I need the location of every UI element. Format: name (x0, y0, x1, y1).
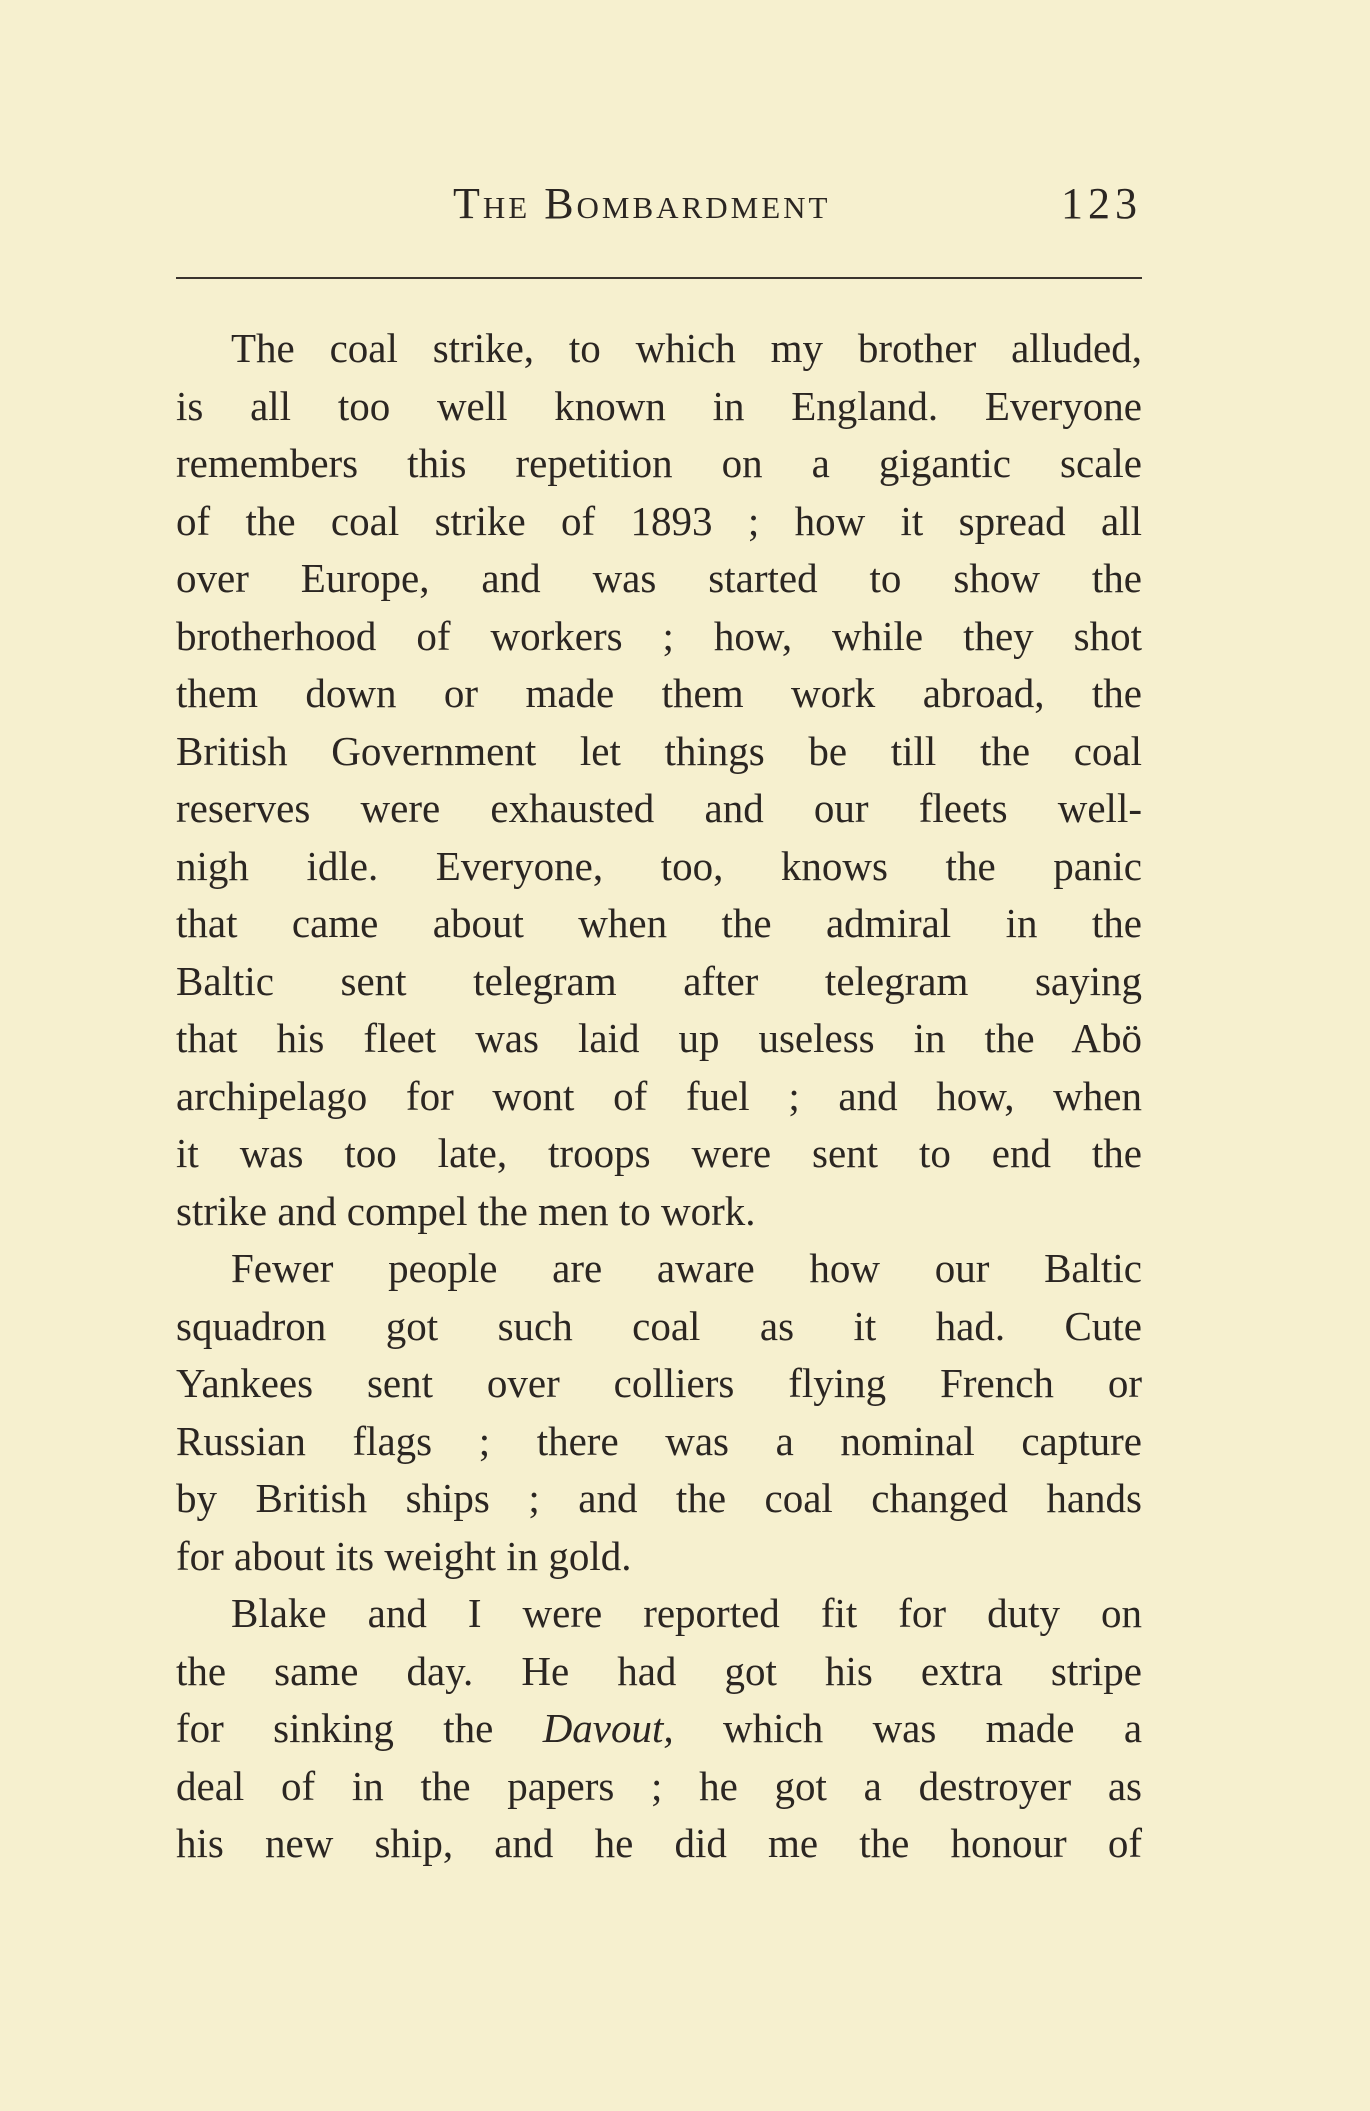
text-line: The coal strike, to which my brother alluded, (231, 325, 1142, 371)
text-line: Blake and I were reported fit for duty on (231, 1590, 1142, 1636)
text-line: by British ships ; and the coal changed hands (176, 1475, 1142, 1521)
text-line: is all too well known in England. Everyone (176, 382, 1142, 429)
text-line: British Government let things be till the coal (176, 727, 1142, 774)
body-text (176, 320, 1142, 1873)
page-number: 123 (1061, 179, 1142, 228)
text-line: it was too late, troops were sent to end the (176, 1130, 1142, 1176)
text-line: deal of in the papers ; he got a destroyer as (176, 1762, 1142, 1809)
text-line-with-italic (176, 1700, 1142, 1758)
running-title: The Bombardment (453, 179, 831, 228)
text-line: Baltic sent telegram after telegram saying (176, 957, 1142, 1004)
text-line: archipelago for wont of fuel ; and how, when (176, 1072, 1142, 1119)
text-line: of the coal strike of 1893 ; how it spread all (176, 497, 1142, 544)
text-line: Fewer people are aware how our Baltic (231, 1245, 1142, 1291)
text-segment: for sinking the (176, 1705, 494, 1751)
text-line: over Europe, and was started to show the (176, 555, 1142, 601)
text-line: them down or made them work abroad, the (176, 670, 1142, 716)
text-line: strike and compel the men to work. (176, 1187, 756, 1234)
text-line: reserves were exhausted and our fleets well- (176, 785, 1142, 831)
text-line: remembers this repetition on a gigantic scale (176, 440, 1142, 486)
running-head (176, 178, 1142, 238)
italic-ship-name: Davout, (542, 1705, 674, 1751)
text-line: the same day. He had got his extra stripe (176, 1647, 1142, 1694)
text-line: Yankees sent over colliers flying French or (176, 1360, 1142, 1406)
text-line: that his fleet was laid up useless in the Abö (176, 1015, 1142, 1061)
text-line: brotherhood of workers ; how, while they shot (176, 612, 1142, 659)
header-rule (176, 277, 1142, 279)
text-segment: which was made a (723, 1705, 1143, 1751)
text-line: that came about when the admiral in the (176, 900, 1142, 946)
text-line: his new ship, and he did me the honour of (176, 1820, 1142, 1866)
text-line: Russian flags ; there was a nominal capture (176, 1417, 1142, 1464)
text-line: nigh idle. Everyone, too, knows the panic (176, 842, 1142, 889)
text-line: squadron got such coal as it had. Cute (176, 1302, 1142, 1349)
text-line: for about its weight in gold. (176, 1532, 632, 1579)
